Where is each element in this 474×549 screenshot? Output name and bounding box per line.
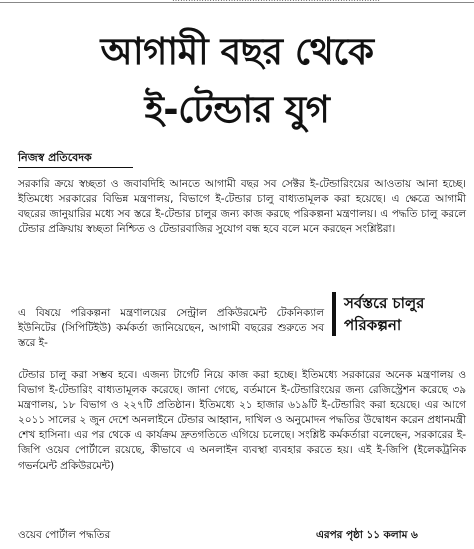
headline bbox=[0, 28, 474, 134]
headline-line-1: আগামী বছর থেকে bbox=[100, 30, 374, 73]
pull-quote: সর্বস্তরে চালুর পরিকল্পনা bbox=[332, 292, 474, 336]
continuation-text: ওয়েব পোর্টাল পদ্ধতির bbox=[18, 529, 111, 541]
byline: নিজস্ব প্রতিবেদক bbox=[18, 151, 92, 164]
byline-underline bbox=[18, 167, 133, 168]
article-paragraph-2: এ বিষয়ে পরিকল্পনা মন্ত্রণালয়ের সেন্ট্রাল প্রকিউরমেন্ট টেকনিক্যাল ইউনিটের (সিপিটিইউ) কর্মকর্তা জানিয়েছেন, আগামী বছরের শুরুতে সব স্তরে ই- bbox=[18, 307, 324, 350]
article-paragraph-1: সরকারি ক্রয়ে স্বচ্ছতা ও জবাবদিহি আনতে আগামী বছর সব সেক্টর ই-টেন্ডারিংয়ের আওতায় আনা হচ্ছে। ইতিমধ্যে সরকারের বিভিন্ন মন্ত্রণালয়, বিভাগে ই-টেন্ডার চালু বাধ্যতামূলক করা হয়েছে। এ ক্ষেত্রে আগামী বছরের জানুয়ারির মধ্যে সব স্তরে ই-টেন্ডার চালুর জন্য কাজ করছে পরিকল্পনা মন্ত্রণালয়। এ পদ্ধতি চালু করলে টেন্ডার প্রক্রিয়ায় স্বচ্ছতা নিশ্চিত ও টেন্ডারবাজির সুযোগ বন্ধ হবে বলে মনে করছেন সংশ্লিষ্টরা। bbox=[18, 178, 466, 236]
jump-line: এরপর পৃষ্ঠা ১১ কলাম ৬ bbox=[316, 529, 418, 541]
previous-article-fragment bbox=[172, 0, 474, 4]
article-paragraph-3: টেন্ডার চালু করা সম্ভব হবে। এজন্য টার্গেট নিয়ে কাজ করা হচ্ছে। ইতিমধ্যে সরকারের অনেক মন্ত্রণালয় ও বিভাগ ই-টেন্ডারিং বাধ্যতামূলক করেছে। জানা গেছে, বর্তমানে ই-টেন্ডারিংয়ের জন্য রেজিস্ট্রেশন করেছে ৩৯ মন্ত্রণালয়, ১৮ বিভাগ ও ২২৭টি প্রতিষ্ঠান। ইতিমধ্যে ২১ হাজার ৬১৯টি ই-টেন্ডারিং করা হয়েছে। এর আগে ২০১১ সালের ২ জুন দেশে অনলাইনে টেন্ডার আহ্বান, দাখিল ও অনুমোদন পদ্ধতির উদ্বোধন করেন প্রধানমন্ত্রী শেখ হাসিনা। এর পর থেকে এ কার্যক্রম দ্রুতগতিতে এগিয়ে চলেছে। সংশ্লিষ্ট কর্মকর্তারা বলেছেন, সরকারের ই-জিপি ওয়েব পোর্টালে রয়েছে, কীভাবে এ অনলাইন ব্যবস্থা ব্যবহার করতে হয়। এই ই-জিপি (ইলেকট্রনিক গভর্নমেন্ট প্রকিউরমেন্ট) bbox=[18, 369, 466, 472]
headline-line-2: ই-টেন্ডার যুগ bbox=[144, 88, 330, 131]
